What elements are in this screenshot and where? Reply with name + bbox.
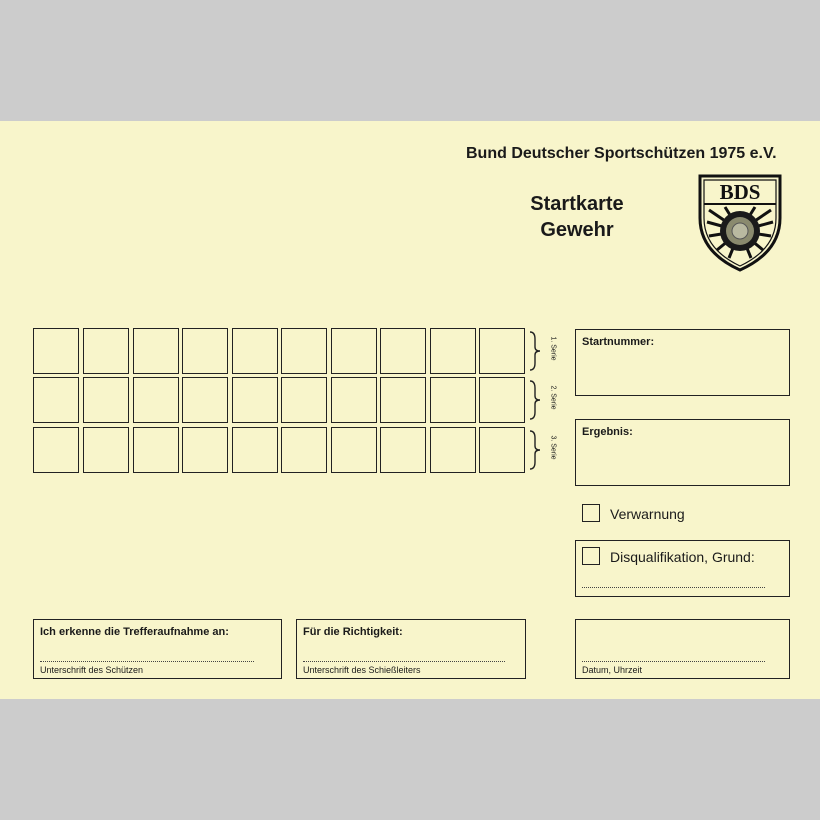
score-cell[interactable] [83, 328, 129, 374]
score-cell[interactable] [33, 377, 79, 423]
score-cell[interactable] [232, 377, 278, 423]
verwarnung-label: Verwarnung [610, 506, 685, 522]
referee-signature-line [303, 661, 505, 662]
score-cell[interactable] [83, 427, 129, 473]
score-cell[interactable] [331, 427, 377, 473]
score-cell[interactable] [479, 328, 525, 374]
series-label: 3. Serie [549, 435, 557, 460]
score-cell[interactable] [133, 377, 179, 423]
series-label: 2. Serie [549, 385, 557, 410]
card-title-line2: Gewehr [540, 219, 614, 241]
reason-dotted-line [582, 587, 765, 588]
ergebnis-field[interactable] [575, 419, 790, 486]
score-cell[interactable] [33, 427, 79, 473]
series-row-2 [33, 377, 563, 423]
shooter-signature-box[interactable] [33, 619, 282, 679]
shooter-signature-line [40, 661, 254, 662]
shooter-heading: Ich erkenne die Trefferaufnahme an: [40, 626, 229, 638]
date-time-box[interactable] [575, 619, 790, 679]
disqualifikation-checkbox[interactable] [582, 547, 600, 565]
score-cell[interactable] [331, 328, 377, 374]
series-row-1 [33, 328, 563, 374]
score-cell[interactable] [479, 427, 525, 473]
score-cell[interactable] [380, 377, 426, 423]
disqualifikation-field[interactable] [575, 540, 790, 597]
score-cell[interactable] [281, 427, 327, 473]
verwarnung-checkbox[interactable] [582, 504, 600, 522]
score-cell[interactable] [281, 328, 327, 374]
date-dotted-line [582, 661, 765, 662]
ergebnis-label: Ergebnis: [582, 426, 633, 438]
score-cell[interactable] [430, 328, 476, 374]
brace-icon [529, 380, 541, 420]
score-cell[interactable] [133, 328, 179, 374]
series-label: 1. Serie [549, 336, 557, 361]
bds-shield-logo [697, 174, 783, 272]
score-cell[interactable] [479, 377, 525, 423]
score-cell[interactable] [430, 377, 476, 423]
logo-text: BDS [719, 180, 761, 204]
series-row-3 [33, 427, 563, 473]
score-cell[interactable] [182, 377, 228, 423]
score-cell[interactable] [331, 377, 377, 423]
score-cell[interactable] [232, 427, 278, 473]
score-cell[interactable] [281, 377, 327, 423]
disqualifikation-label: Disqualifikation, Grund: [610, 549, 755, 565]
card-title-line1: Startkarte [530, 193, 624, 215]
score-cell[interactable] [182, 328, 228, 374]
score-cell[interactable] [232, 328, 278, 374]
brace-icon [529, 331, 541, 371]
startnummer-field[interactable] [575, 329, 790, 396]
referee-heading: Für die Richtigkeit: [303, 626, 403, 638]
score-cell[interactable] [83, 377, 129, 423]
score-cell[interactable] [33, 328, 79, 374]
score-cell[interactable] [133, 427, 179, 473]
score-cell[interactable] [380, 328, 426, 374]
organization-name: Bund Deutscher Sportschützen 1975 e.V. [466, 145, 777, 162]
score-cell[interactable] [430, 427, 476, 473]
shooter-caption: Unterschrift des Schützen [40, 665, 144, 675]
date-caption: Datum, Uhrzeit [582, 665, 643, 675]
startnummer-label: Startnummer: [582, 336, 655, 348]
referee-signature-box[interactable] [296, 619, 526, 679]
brace-icon [529, 430, 541, 470]
score-cell[interactable] [380, 427, 426, 473]
referee-caption: Unterschrift des Schießleiters [303, 665, 421, 675]
card-title [500, 191, 654, 243]
score-cell[interactable] [182, 427, 228, 473]
start-card [0, 121, 820, 699]
